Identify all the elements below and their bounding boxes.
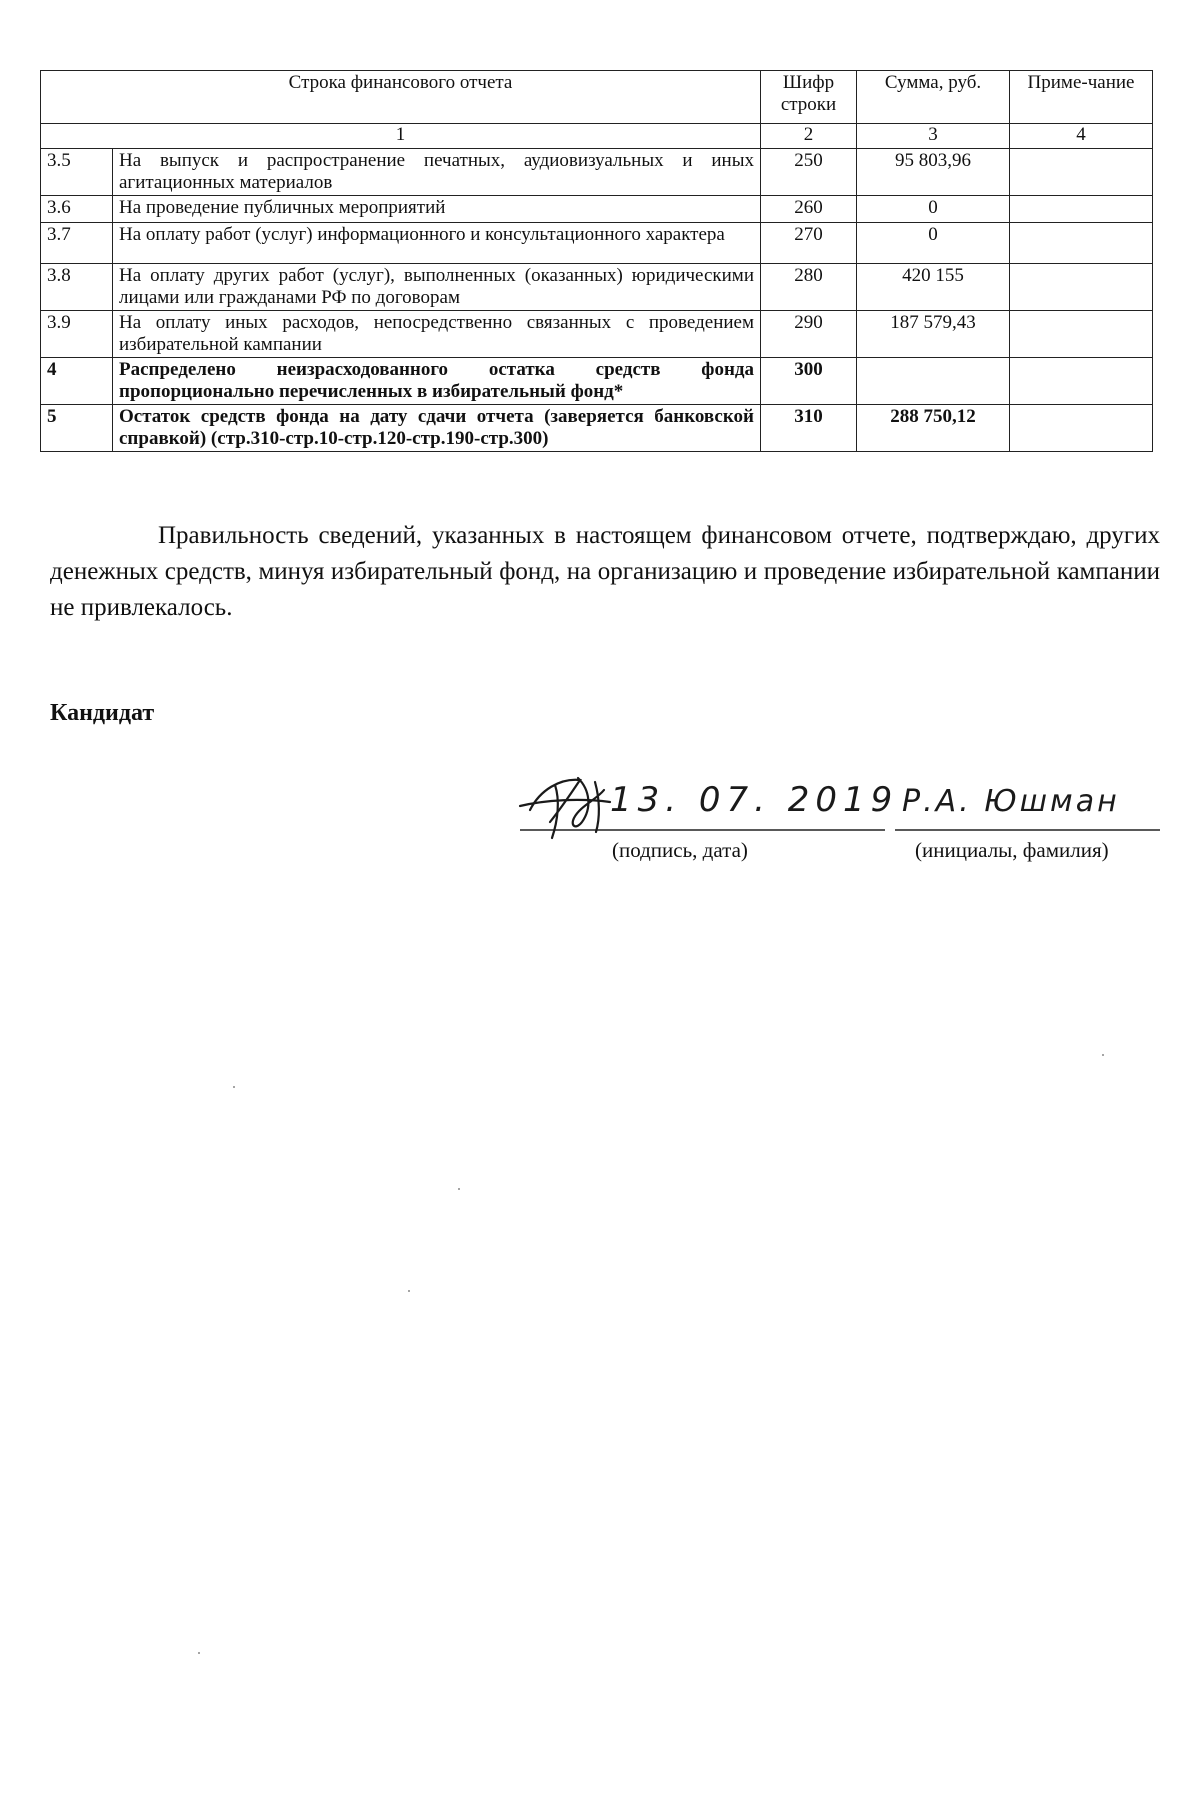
scan-speck xyxy=(1102,1054,1104,1056)
handwritten-signature-mark xyxy=(520,778,610,838)
row-description: Остаток средств фонда на дату сдачи отчета (заверяется банковской справкой) (стр.310-стр.10-стр.120-стр.190-стр.300) xyxy=(113,405,761,452)
confirmation-statement: Правильность сведений, указанных в настоящем финансовом отчете, подтверждаю, других денежных средств, минуя избирательный фонд, на организацию и проведение избирательной кампании не привлекалось. xyxy=(50,522,1160,621)
handwritten-name: Р.А. Юшман xyxy=(902,784,1120,819)
row-description: На выпуск и распространение печатных, аудиовизуальных и иных агитационных материалов xyxy=(113,149,761,196)
row-number: 3.6 xyxy=(41,196,113,223)
table-row xyxy=(41,358,1153,405)
caption-initials-surname: (инициалы, фамилия) xyxy=(915,838,1109,862)
row-code: 310 xyxy=(761,405,857,452)
row-code: 260 xyxy=(761,196,857,223)
row-code: 280 xyxy=(761,264,857,311)
header-line: Строка финансового отчета xyxy=(41,71,761,124)
row-code: 300 xyxy=(761,358,857,405)
financial-report-table xyxy=(40,70,1153,452)
row-note xyxy=(1010,358,1153,405)
row-number: 3.5 xyxy=(41,149,113,196)
table-row xyxy=(41,311,1153,358)
caption-signature-date: (подпись, дата) xyxy=(612,838,748,862)
row-sum xyxy=(857,358,1010,405)
header-note: Приме-чание xyxy=(1010,71,1153,124)
row-number: 3.7 xyxy=(41,223,113,264)
row-code: 290 xyxy=(761,311,857,358)
scan-speck xyxy=(198,1652,200,1654)
row-sum: 95 803,96 xyxy=(857,149,1010,196)
scan-speck xyxy=(408,1290,410,1292)
row-note xyxy=(1010,196,1153,223)
row-code: 270 xyxy=(761,223,857,264)
signature-block xyxy=(500,760,1160,870)
row-number: 5 xyxy=(41,405,113,452)
row-note xyxy=(1010,223,1153,264)
candidate-label: Кандидат xyxy=(50,700,155,726)
table-row xyxy=(41,264,1153,311)
row-sum: 288 750,12 xyxy=(857,405,1010,452)
row-description: На оплату иных расходов, непосредственно связанных с проведением избирательной кампании xyxy=(113,311,761,358)
scan-speck xyxy=(458,1188,460,1190)
row-number: 3.9 xyxy=(41,311,113,358)
row-sum: 420 155 xyxy=(857,264,1010,311)
table-row xyxy=(41,149,1153,196)
row-note xyxy=(1010,405,1153,452)
row-description: На проведение публичных мероприятий xyxy=(113,196,761,223)
row-description: На оплату работ (услуг) информационного и консультационного характера xyxy=(113,223,761,264)
table-row xyxy=(41,196,1153,223)
handwritten-date: 13. 07. 2019 xyxy=(610,780,899,820)
table-row xyxy=(41,405,1153,452)
row-sum: 187 579,43 xyxy=(857,311,1010,358)
column-number: 3 xyxy=(857,124,1010,149)
column-number: 1 xyxy=(41,124,761,149)
column-number: 4 xyxy=(1010,124,1153,149)
row-note xyxy=(1010,149,1153,196)
row-code: 250 xyxy=(761,149,857,196)
column-number: 2 xyxy=(761,124,857,149)
column-number-row xyxy=(41,124,1153,149)
row-number: 3.8 xyxy=(41,264,113,311)
row-number: 4 xyxy=(41,358,113,405)
row-description: На оплату других работ (услуг), выполненных (оказанных) юридическими лицами или гражданами РФ по договорам xyxy=(113,264,761,311)
header-sum: Сумма, руб. xyxy=(857,71,1010,124)
row-note xyxy=(1010,264,1153,311)
row-sum: 0 xyxy=(857,223,1010,264)
row-note xyxy=(1010,311,1153,358)
row-sum: 0 xyxy=(857,196,1010,223)
row-description: Распределено неизрасходованного остатка средств фонда пропорционально перечисленных в избирательный фонд* xyxy=(113,358,761,405)
scan-speck xyxy=(233,1086,235,1088)
header-code: Шифр строки xyxy=(761,71,857,124)
table-row xyxy=(41,223,1153,264)
table-header-row xyxy=(41,71,1153,124)
